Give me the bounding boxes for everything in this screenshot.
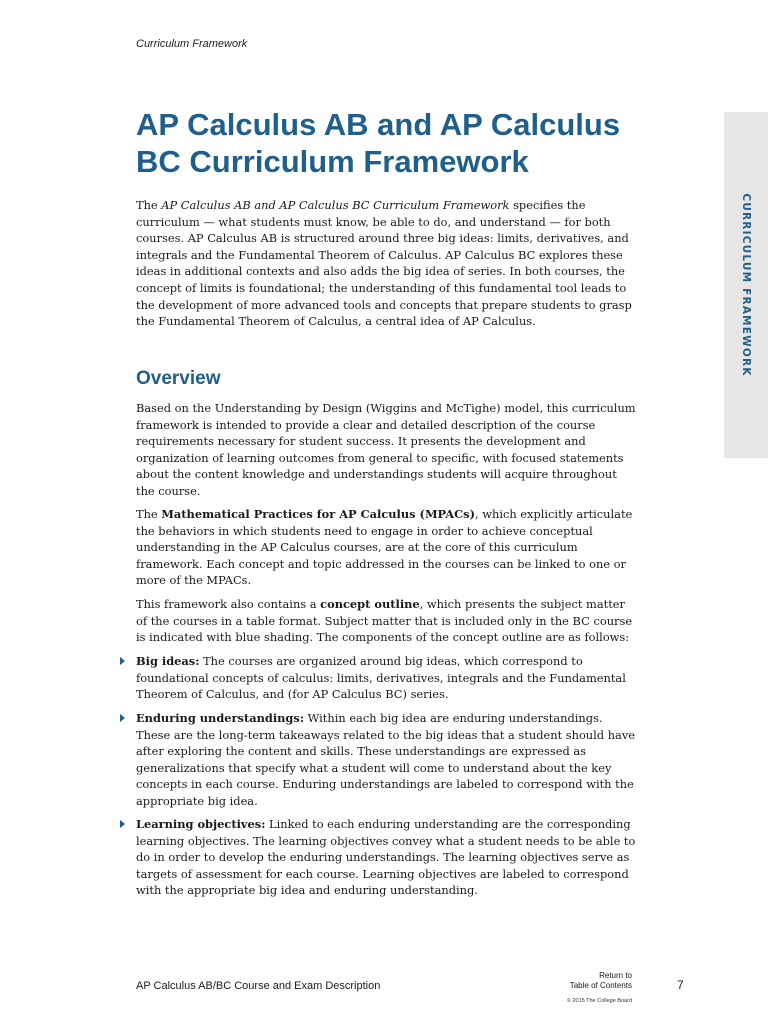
return-to-toc-link[interactable] bbox=[540, 971, 632, 991]
mpac-term: Mathematical Practices for AP Calculus (MPACs) bbox=[161, 507, 475, 521]
bullet-arrow-icon bbox=[120, 820, 125, 828]
intro-framework-title: AP Calculus AB and AP Calculus BC Curriculum Framework bbox=[161, 198, 510, 212]
running-header: Curriculum Framework bbox=[136, 38, 248, 50]
page-title-line-2: BC Curriculum Framework bbox=[136, 144, 529, 179]
bullet-text bbox=[136, 653, 636, 703]
overview-paragraph-2 bbox=[136, 506, 636, 589]
return-link-line-1: Return to bbox=[599, 971, 632, 980]
overview-paragraph-3 bbox=[136, 596, 636, 646]
side-tab-label: CURRICULUM FRAMEWORK bbox=[740, 193, 752, 377]
side-tab[interactable] bbox=[724, 112, 768, 458]
copyright-notice: © 2015 The College Board bbox=[566, 998, 632, 1004]
page-title bbox=[136, 106, 696, 180]
page-number: 7 bbox=[677, 978, 684, 992]
intro-pre: The bbox=[136, 198, 162, 212]
intro-paragraph bbox=[136, 197, 636, 330]
bullet-text bbox=[136, 816, 636, 899]
concept-outline-body: , which presents the subject matter of the courses in a table format. Subject matter that is included only in the BC course is indicated with blue shading. The components of the concept outline are as follows: bbox=[136, 597, 633, 645]
page-title-line-1: AP Calculus AB and AP Calculus bbox=[136, 107, 621, 142]
concept-outline-term: concept outline bbox=[320, 597, 420, 611]
bullet-arrow-icon bbox=[120, 657, 125, 665]
bullet-description: Linked to each enduring understanding are the corresponding learning objectives. The learning objectives convey what a student needs to be able to do in order to develop the enduring understandings. The learning objectives serve as targets of assessment for each course. Learning objectives are labeled to correspond with the appropriate big idea and enduring understanding. bbox=[136, 817, 636, 898]
bullet-description: Within each big idea are enduring understandings. These are the long-term takeaways related to the big ideas that a student should have after exploring the content and skills. These understandings are expressed as generalizations that specify what a student will come to understand about the key concepts in each course. Enduring understandings are labeled to correspond with the appropriate big idea. bbox=[136, 711, 635, 808]
bullet-term: Big ideas: bbox=[136, 654, 200, 668]
mpac-pre: The bbox=[136, 507, 162, 521]
bullet-term: Learning objectives: bbox=[136, 817, 266, 831]
bullet-description: The courses are organized around big ideas, which correspond to foundational concepts of calculus: limits, derivatives, integrals and the Fundamental Theorem of Calculus, and (for AP Calculus BC) series. bbox=[136, 654, 626, 702]
bullet-text bbox=[136, 710, 636, 810]
intro-body: specifies the curriculum — what students must know, be able to do, and understand — for both courses. AP Calculus AB is structured around three big ideas: limits, derivatives, and integrals and the Fundamental Theorem of Calculus. AP Calculus BC explores these ideas in additional contexts and also adds the big idea of series. In both courses, the concept of limits is foundational; the understanding of this fundamental tool leads to the development of more advanced tools and concepts that prepare students to grasp the Fundamental Theorem of Calculus, a central idea of AP Calculus. bbox=[136, 198, 632, 329]
bullet-arrow-icon bbox=[120, 714, 125, 722]
bullet-term: Enduring understandings: bbox=[136, 711, 305, 725]
overview-paragraph-1: Based on the Understanding by Design (Wiggins and McTighe) model, this curriculum framework is intended to provide a clear and detailed description of the course requirements necessary for student success. It presents the development and organization of learning outcomes from general to specific, with focused statements about the content knowledge and understandings students will acquire throughout the course. bbox=[136, 401, 636, 498]
mpac-body: , which explicitly articulate the behaviors in which students need to engage in order to achieve conceptual understanding in the AP Calculus courses, are at the core of this curriculum framework. Each concept and topic addressed in the courses can be linked to one or more of the MPACs. bbox=[136, 507, 633, 588]
return-link-line-2: Table of Contents bbox=[569, 981, 632, 990]
overview-heading: Overview bbox=[136, 368, 221, 389]
concept-outline-pre: This framework also contains a bbox=[136, 597, 321, 611]
footer-title: AP Calculus AB/BC Course and Exam Description bbox=[136, 980, 381, 992]
